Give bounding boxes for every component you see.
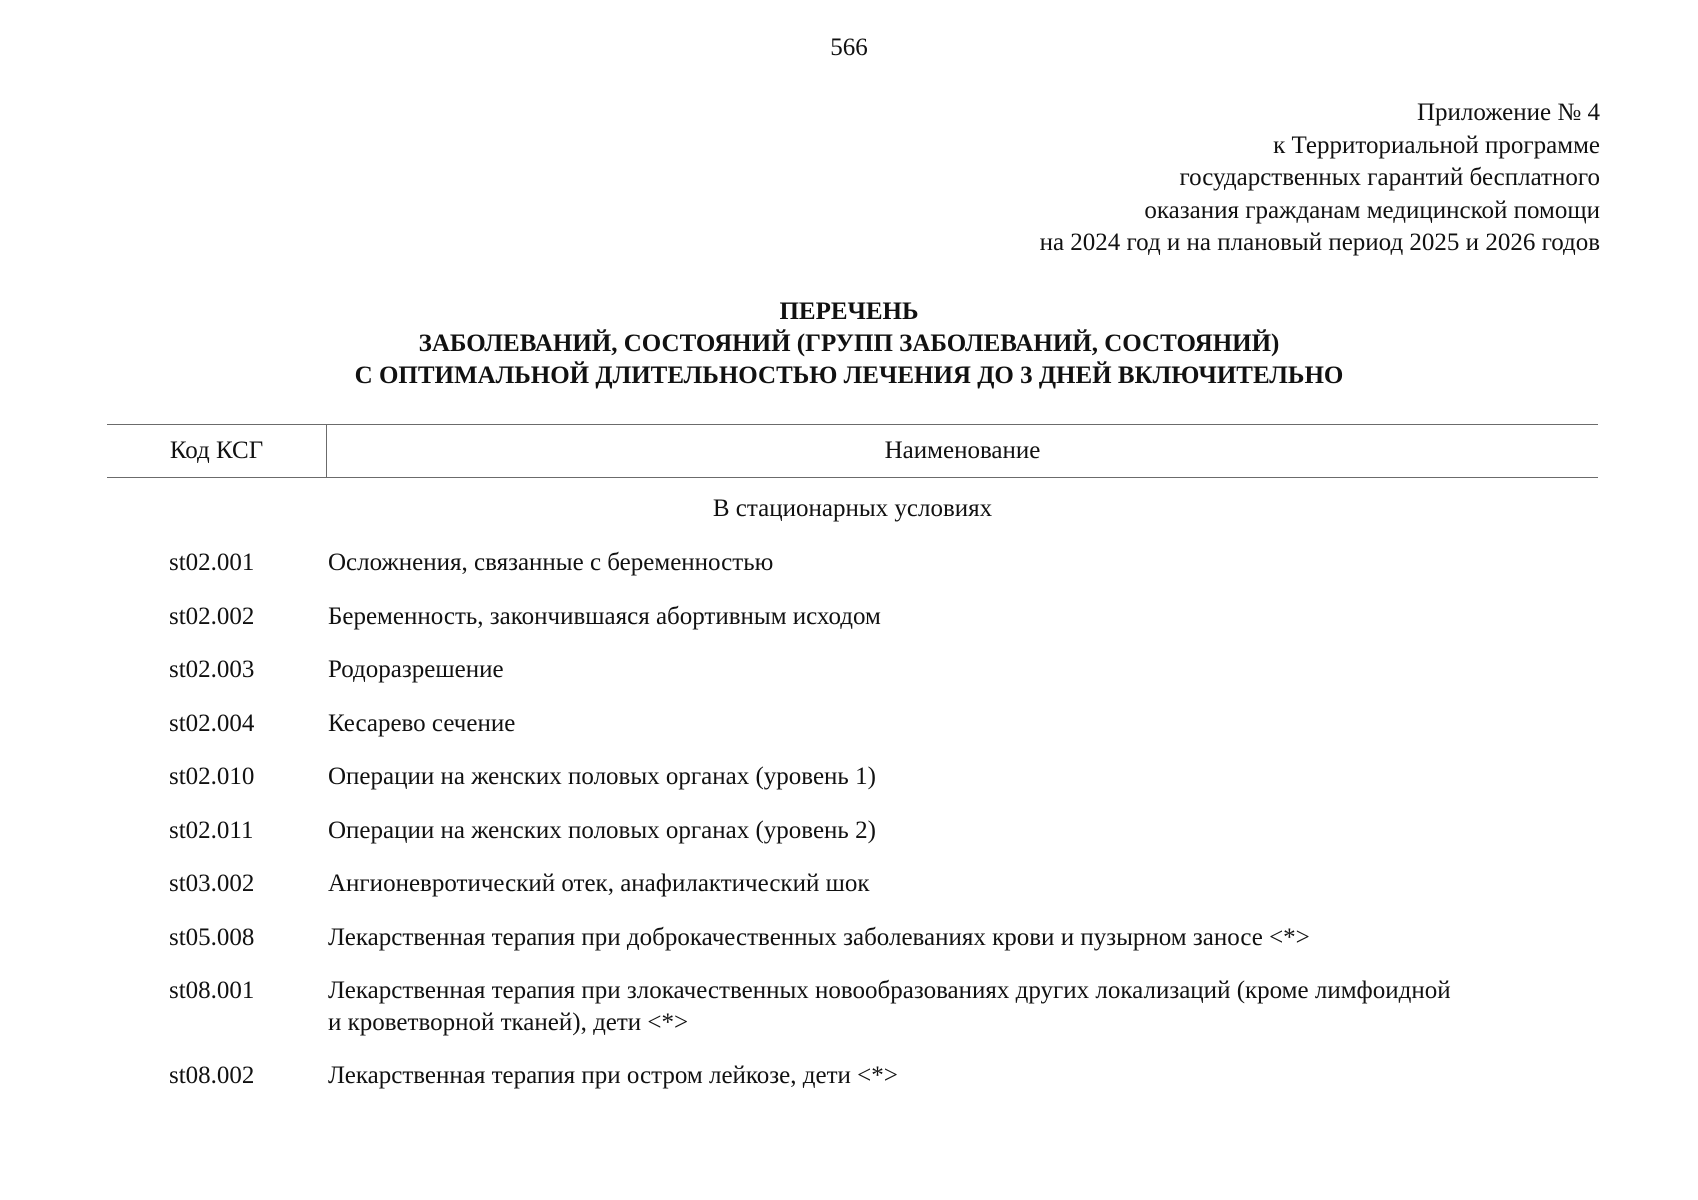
- page-number: 566: [830, 34, 868, 61]
- row-name: Лекарственная терапия при остром лейкозе, дети <*>: [328, 1062, 898, 1089]
- row-code: st02.011: [169, 816, 254, 844]
- table-row: [107, 547, 1598, 579]
- table-row: [107, 922, 1598, 954]
- row-code: st02.010: [169, 763, 255, 790]
- row-code: st08.002: [169, 1062, 255, 1089]
- appendix-line: на 2024 год и на плановый период 2025 и 2026 годов: [1039, 229, 1600, 256]
- table-row: [107, 975, 1598, 1038]
- table-row: [107, 654, 1598, 686]
- row-name: Лекарственная терапия при злокачественных новообразованиях других локализаций (кроме лимфоидной и кроветворной тканей), дети <*>: [328, 977, 1451, 1036]
- title-line: С ОПТИМАЛЬНОЙ ДЛИТЕЛЬНОСТЬЮ ЛЕЧЕНИЯ ДО 3 ДНЕЙ ВКЛЮЧИТЕЛЬНО: [354, 362, 1344, 389]
- appendix-line: государственных гарантий бесплатного: [1179, 164, 1600, 191]
- row-name: Операции на женских половых органах (уровень 1): [328, 763, 876, 790]
- table-body: [107, 547, 1598, 1092]
- disease-list-table: [107, 424, 1598, 1114]
- row-code: st02.003: [169, 656, 255, 683]
- appendix-line: Приложение № 4: [1416, 99, 1600, 126]
- table-row: [107, 601, 1598, 633]
- document-title: [0, 296, 1698, 392]
- title-line: ЗАБОЛЕВАНИЙ, СОСТОЯНИЙ (ГРУПП ЗАБОЛЕВАНИЙ, СОСТОЯНИЙ): [418, 330, 1280, 357]
- appendix-line: оказания гражданам медицинской помощи: [1144, 196, 1600, 224]
- row-code: st08.001: [169, 977, 255, 1004]
- row-code: st02.004: [169, 709, 255, 737]
- table-row: [107, 708, 1598, 740]
- row-code: st02.001: [169, 549, 255, 576]
- title-line: ПЕРЕЧЕНЬ: [779, 298, 919, 325]
- row-name: Ангионевротический отек, анафилактический шок: [328, 870, 870, 897]
- row-name: Лекарственная терапия при доброкачественных заболеваниях крови и пузырном заносе <*>: [328, 923, 1310, 951]
- header-name: Наименование: [884, 437, 1041, 464]
- appendix-line: к Территориальной программе: [1273, 131, 1600, 159]
- row-name: Осложнения, связанные с беременностью: [328, 549, 774, 576]
- table-row: [107, 761, 1598, 793]
- table-header: [107, 424, 1598, 478]
- row-code: st05.008: [169, 923, 255, 951]
- appendix-note: [1040, 97, 1600, 260]
- row-name: Беременность, закончившаяся абортивным исходом: [328, 602, 881, 630]
- table-row: [107, 868, 1598, 900]
- row-code: st03.002: [169, 870, 255, 897]
- row-name: Операции на женских половых органах (уровень 2): [328, 816, 876, 844]
- row-name: Кесарево сечение: [328, 709, 516, 737]
- header-code: Код КСГ: [107, 425, 327, 477]
- row-name: Родоразрешение: [328, 656, 504, 683]
- row-code: st02.002: [169, 602, 255, 630]
- section-title: В стационарных условиях: [712, 495, 993, 522]
- table-row: [107, 1060, 1598, 1092]
- table-row: [107, 815, 1598, 847]
